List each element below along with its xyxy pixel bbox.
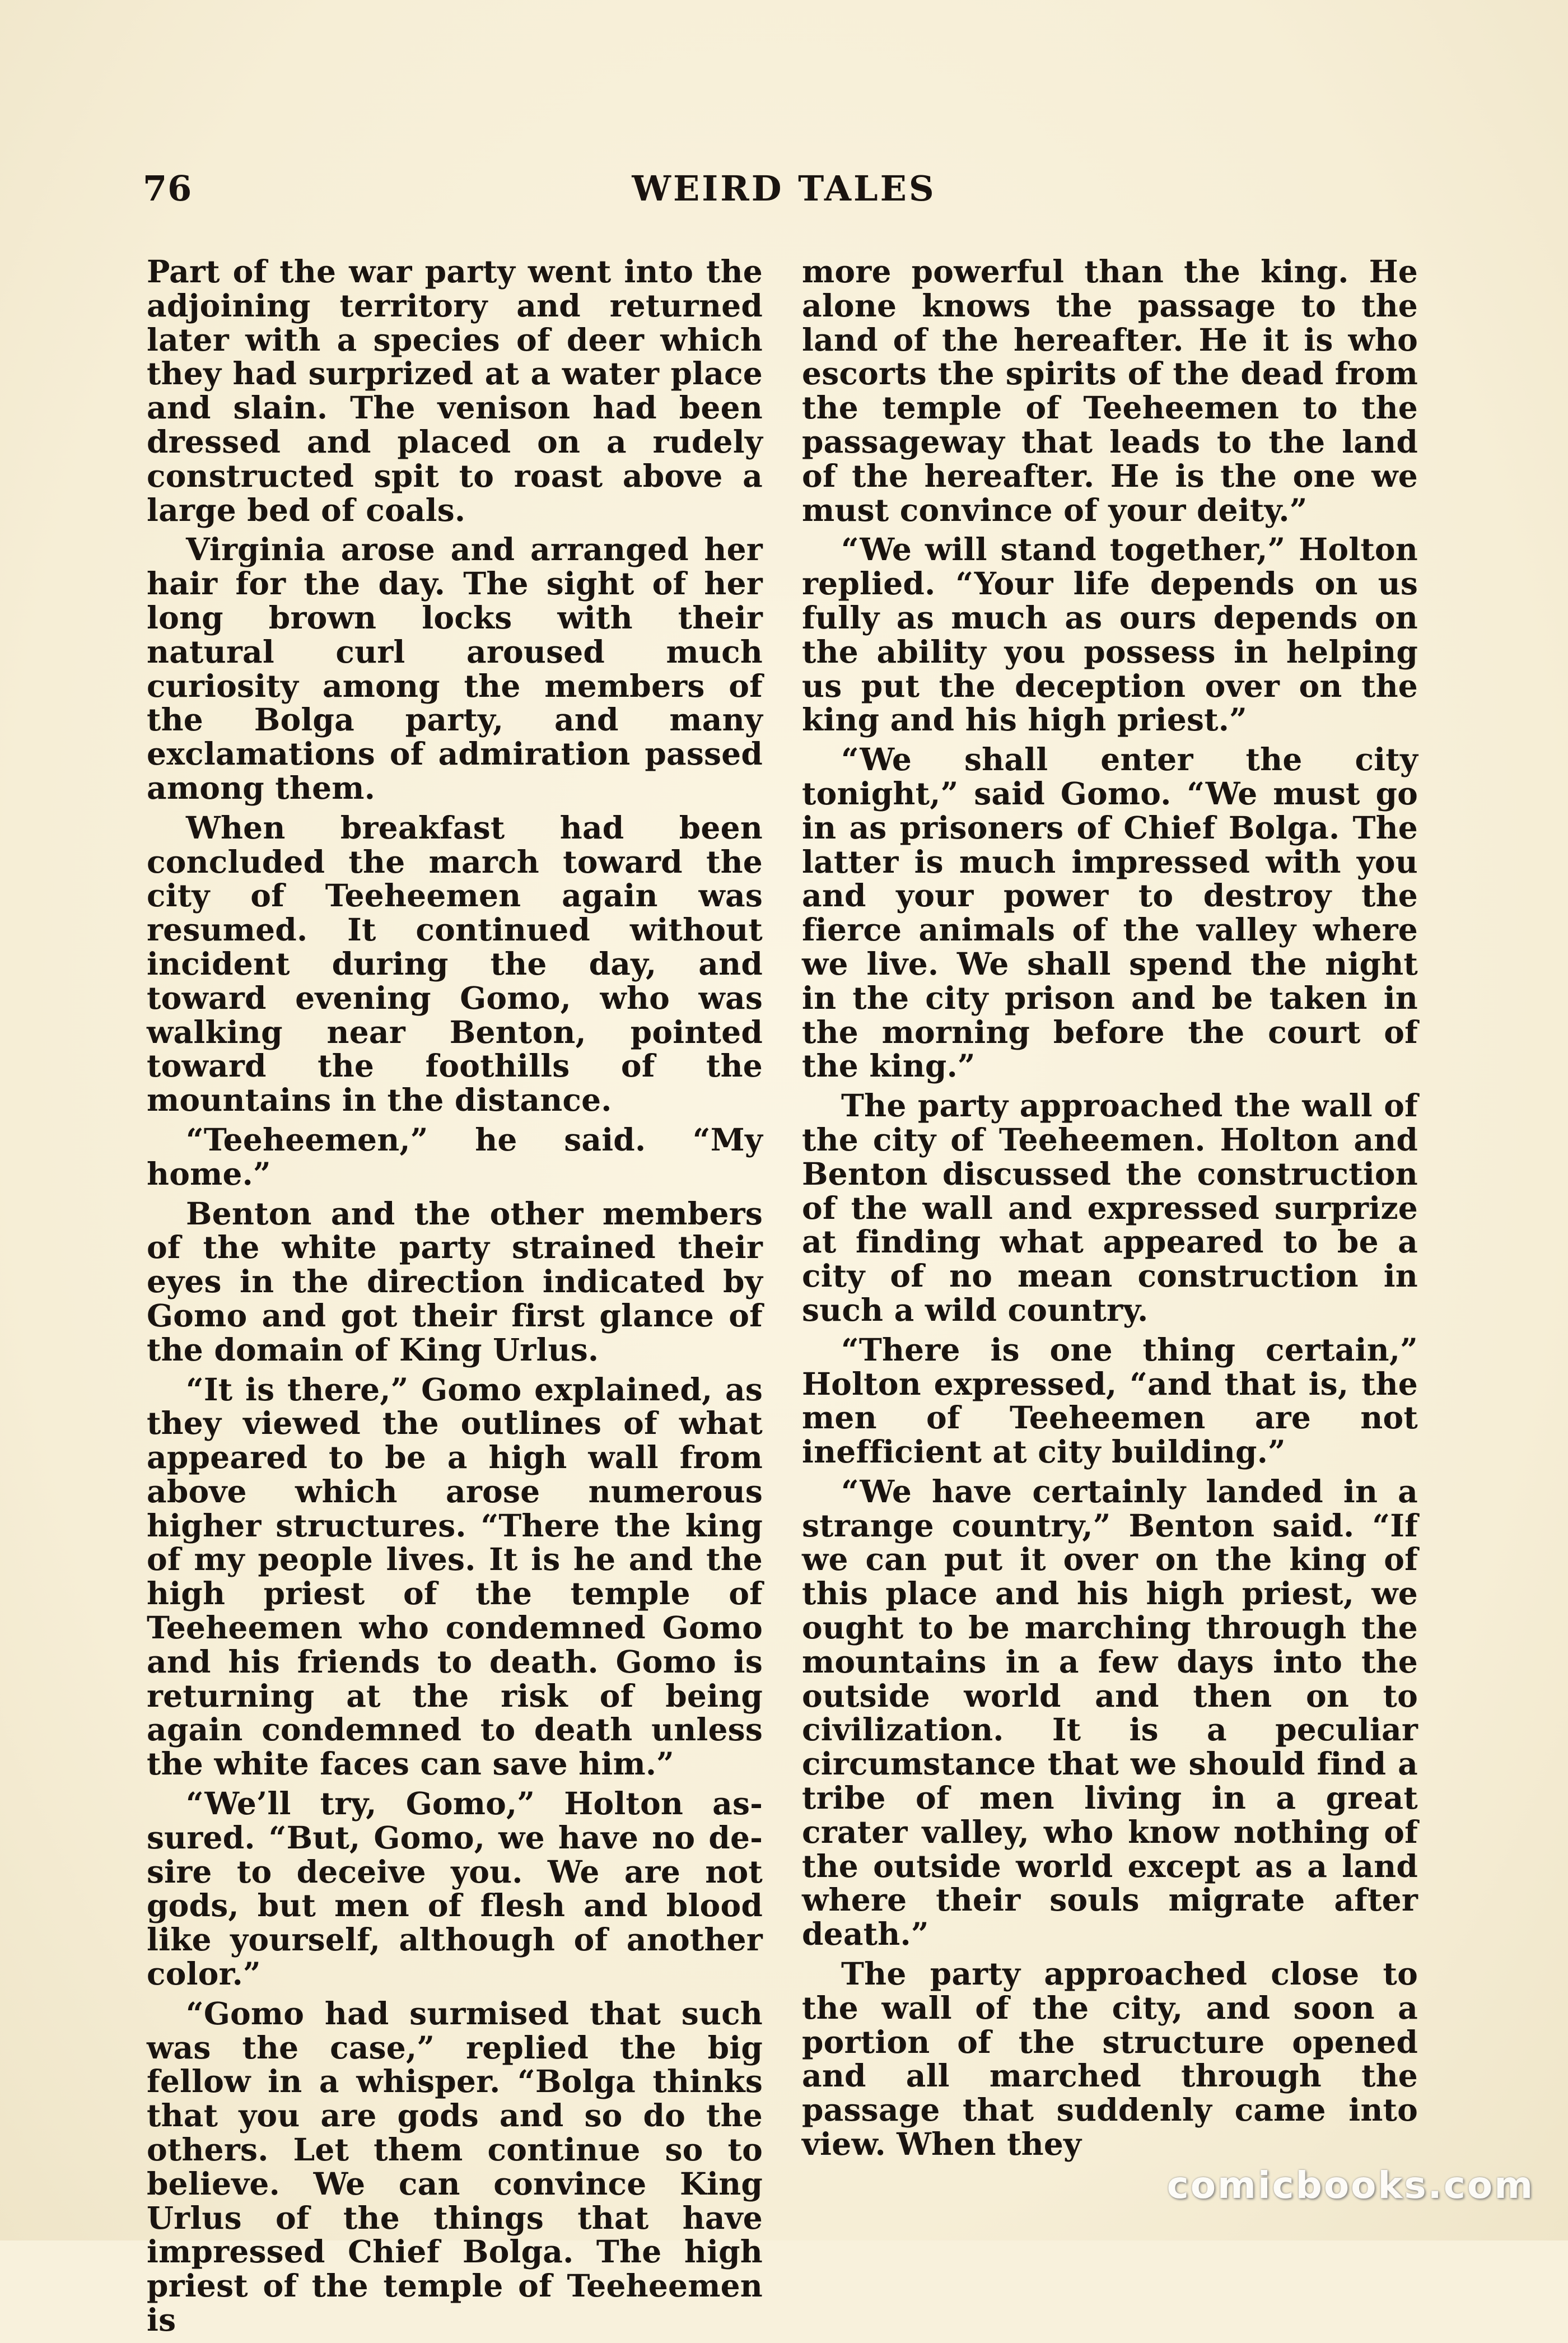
paragraph: Part of the war party went into the adjoining territory and returned later with a species of deer which they had surprized at a water place and slain. The venison had been dressed and placed on a rudely constructed spit to roast above a large bed of coals. xyxy=(147,253,763,528)
paragraph: The party approached close to the wall of the city, and soon a portion of the structure opened and all marched through the passage that suddenly came into view. When they xyxy=(802,1955,1418,2163)
right-column xyxy=(802,255,1418,2167)
paragraph: When breakfast had been concluded the march toward the city of Teeheemen again was resumed. It continued without incident during the day, and toward evening Gomo, who was walking near Benton, pointed toward the foothills of the mountains in the distance. xyxy=(147,809,763,1119)
site-watermark: comicbooks.com xyxy=(1166,2164,1534,2207)
paragraph: “There is one thing certain,” Holton expressed, “and that is, the men of Teeheemen are not inefficient at city building.” xyxy=(802,1331,1418,1470)
paragraph: “We shall enter the city tonight,” said Gomo. “We must go in as prisoners of Chief Bolga. The latter is much impressed with you and your power to destroy the fierce animals of the valley where we live. We shall spend the night in the city prison and be taken in the morning before the court of the king.” xyxy=(802,741,1418,1084)
running-header xyxy=(143,168,1425,224)
page-number: 76 xyxy=(143,168,193,209)
paragraph: “It is there,” Gomo explained, as they viewed the outlines of what appeared to be a high wall from above which arose numerous higher structures. “There the king of my people lives. It is he and the high priest of the temple of Teeheemen who condemned Gomo and his friends to death. Gomo is returning at the risk of being again condemned to death unless the white faces can save him.” xyxy=(147,1371,763,1782)
paragraph: Virginia arose and arranged her hair for the day. The sight of her long brown locks with their natural curl aroused much curiosity among the members of the Bolga party, and many exclamations of admiration passed among them. xyxy=(147,531,763,806)
paragraph: “We will stand together,” Holton replied. “Your life depends on us fully as much as ours depends on the ability you possess in helping us put the deception over on the king and his high priest.” xyxy=(802,531,1418,738)
paragraph: “Teeheemen,” he said. “My home.” xyxy=(147,1121,763,1192)
paragraph: more powerful than the king. He alone knows the passage to the land of the hereafter. He it is who escorts the spirits of the dead from the temple of Teeheemen to the passageway that leads to the land of the hereafter. He is the one we must convince of your deity.” xyxy=(802,253,1418,528)
paragraph: The party approached the wall of the city of Teeheemen. Holton and Benton discussed the construction of the wall and expressed surprize at finding what appeared to be a city of no mean construction in such a wild country. xyxy=(802,1087,1418,1328)
left-column xyxy=(147,255,763,2343)
paragraph: “Gomo had surmised that such was the case,” replied the big fellow in a whisper. “Bolga thinks that you are gods and so do the others. Let them continue so to believe. We can convince King Urlus of the things that have impressed Chief Bolga. The high priest of the temple of Teeheemen is xyxy=(147,1995,763,2339)
paragraph: “We’ll try, Gomo,” Holton assured. “But, Gomo, we have no desire to deceive you. We are not gods, but men of flesh and blood like yourself, although of another color.” xyxy=(147,1785,763,1992)
running-title: WEIRD TALES xyxy=(632,168,936,209)
paragraph: “We have certainly landed in a strange country,” Benton said. “If we can put it over on the king of this place and his high priest, we ought to be marching through the mountains in a few days into the outside world and then on to civilization. It is a peculiar circumstance that we should find a tribe of men living in a great crater valley, who know nothing of the outside world except as a land where their souls migrate after death.” xyxy=(802,1473,1418,1953)
paragraph: Benton and the other members of the white party strained their eyes in the direction indicated by Gomo and got their first glance of the domain of King Urlus. xyxy=(147,1195,763,1368)
